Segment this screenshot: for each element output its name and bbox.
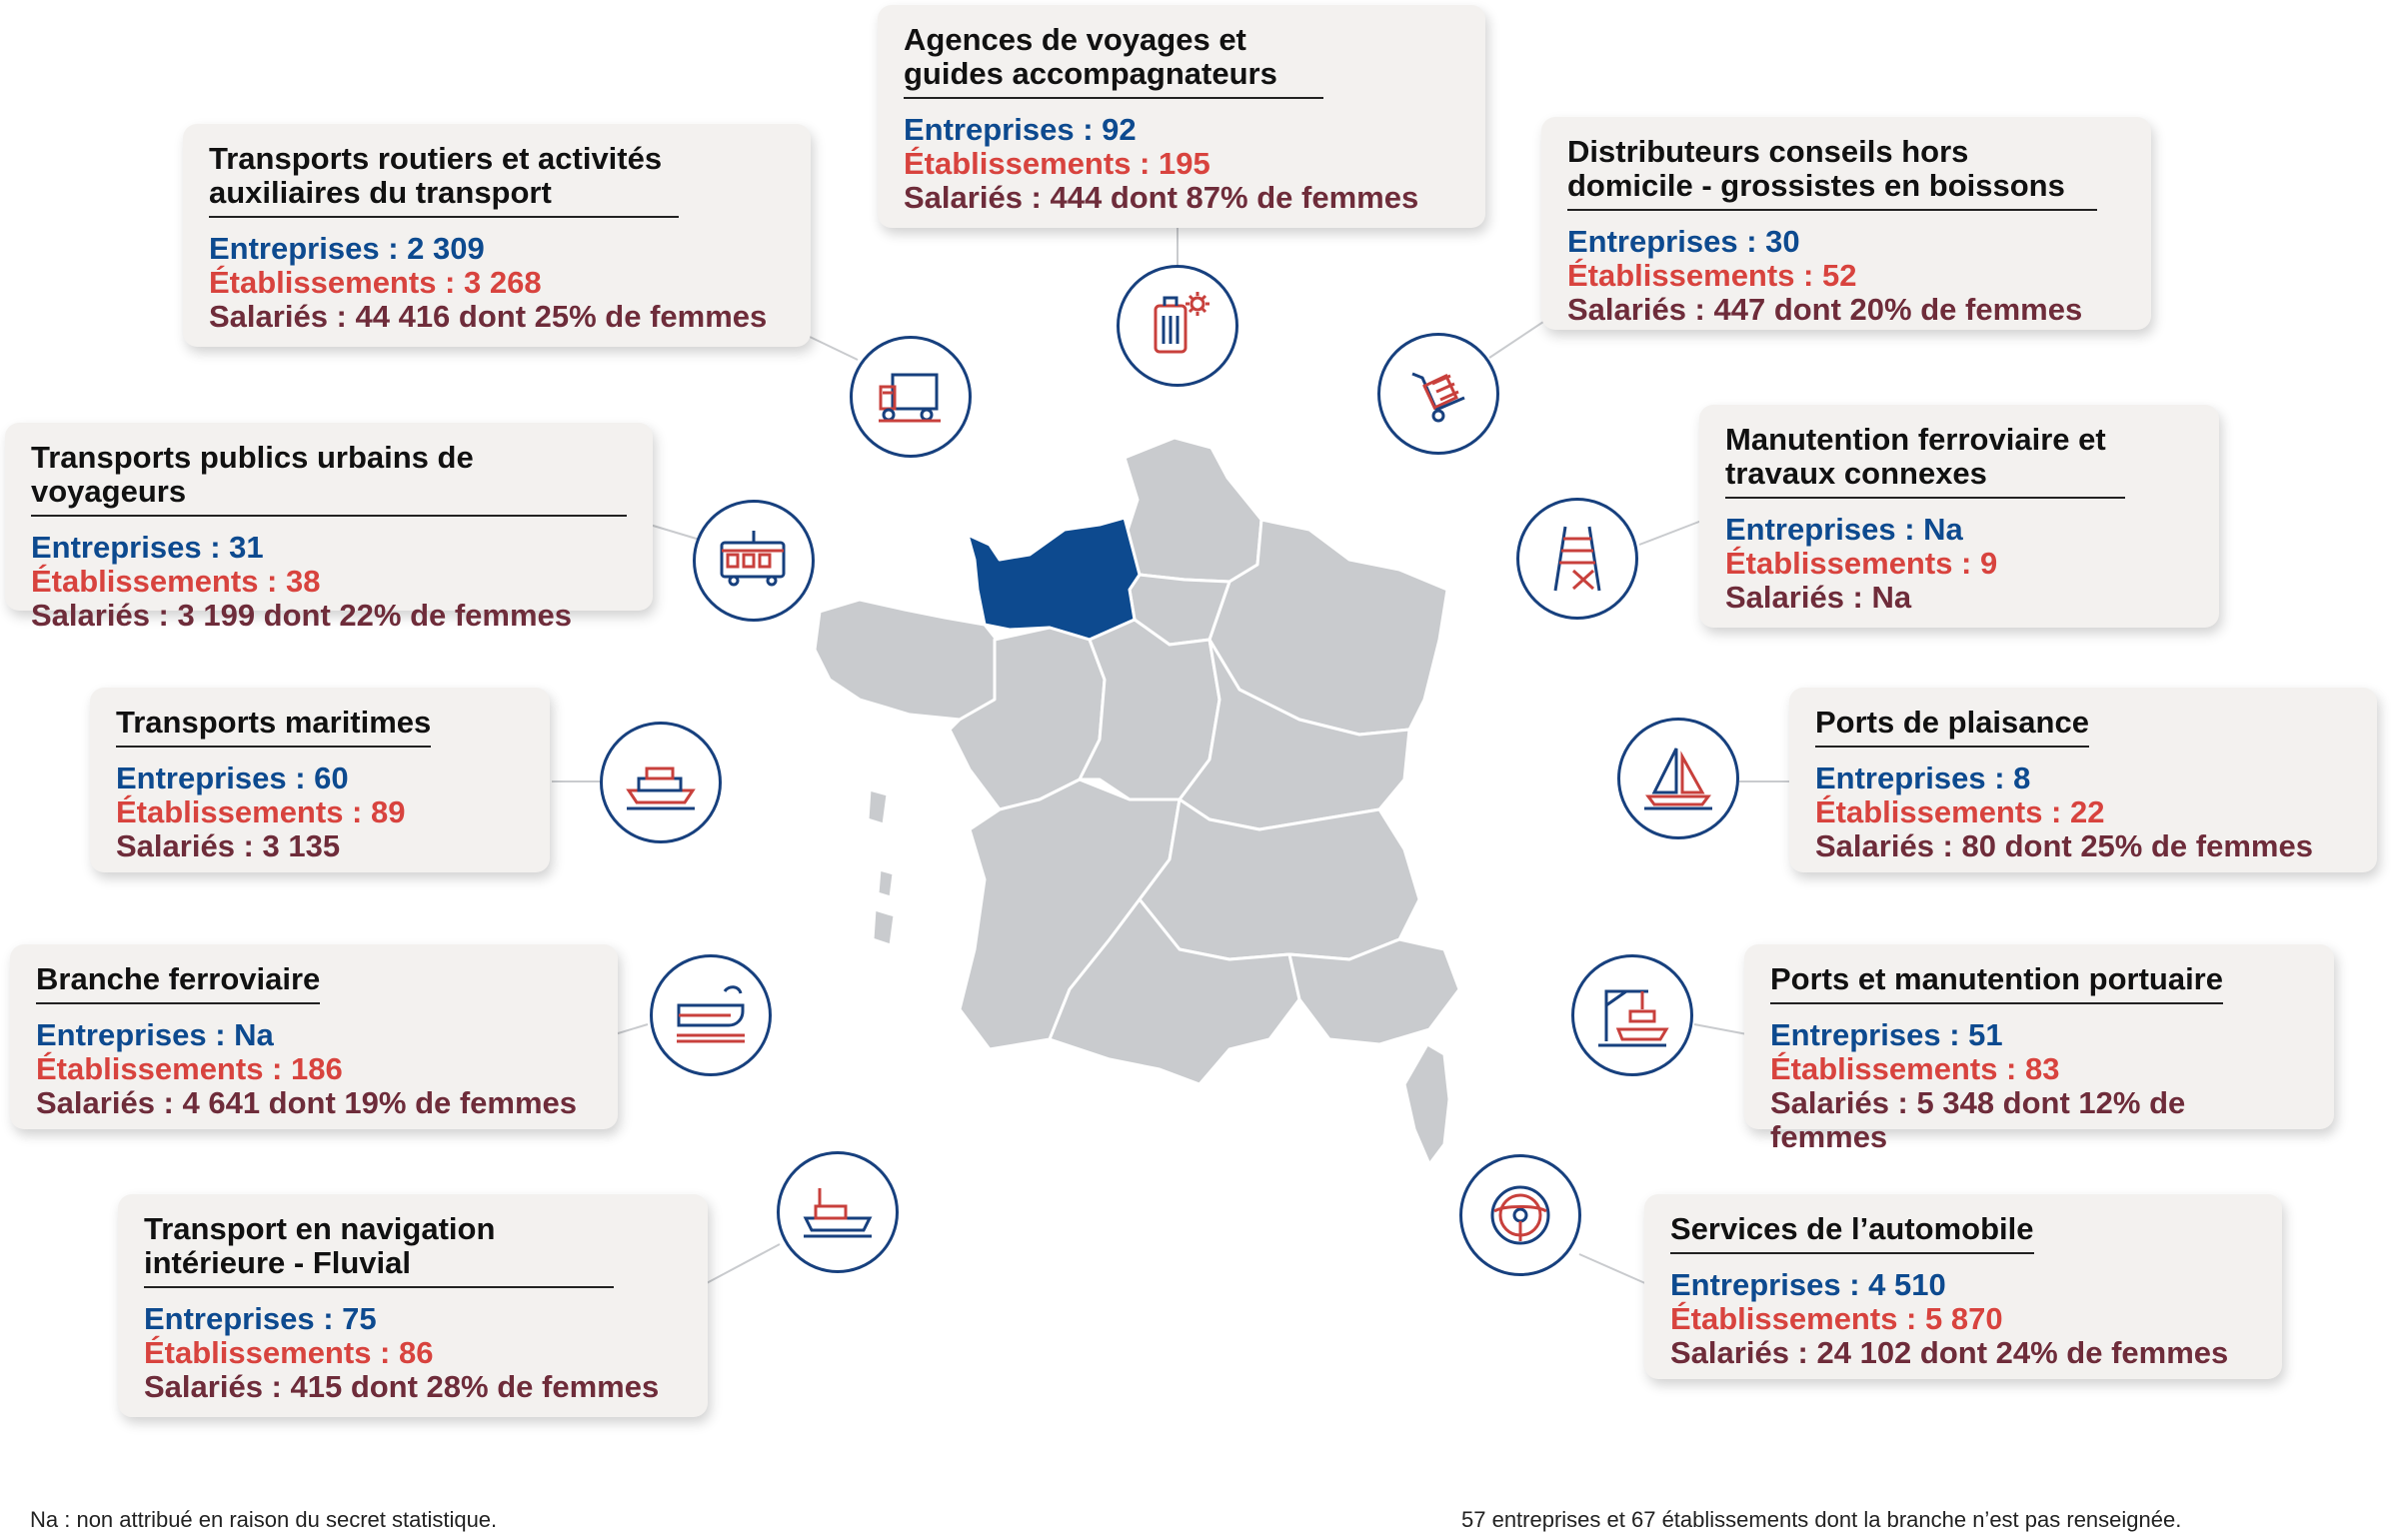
etablissements-count: Établissements : 89 — [116, 794, 406, 829]
entreprises-count: Entreprises : 8 — [1815, 761, 2031, 795]
suitcase-icon — [1117, 265, 1238, 387]
sailboat-icon — [1617, 718, 1739, 839]
entreprises-count: Entreprises : 30 — [1567, 224, 1800, 259]
region-paca — [1289, 939, 1459, 1044]
region-bretagne — [815, 600, 1005, 720]
steering-wheel-icon — [1459, 1154, 1581, 1276]
hand-truck-icon — [1377, 333, 1499, 455]
truck-icon — [850, 336, 972, 458]
sector-card-agences-voyages — [878, 5, 1485, 228]
salaries-count: Salariés : 3 199 dont 22% de femmes — [31, 598, 573, 633]
entreprises-count: Entreprises : 4 510 — [1670, 1267, 1946, 1302]
etablissements-count: Établissements : 186 — [36, 1051, 343, 1086]
sector-card-distributeurs-conseils — [1541, 117, 2151, 330]
entreprises-count: Entreprises : 75 — [144, 1301, 377, 1336]
entreprises-count: Entreprises : 2 309 — [209, 231, 485, 266]
train-icon — [650, 954, 772, 1076]
sector-card-transports-routiers — [183, 124, 811, 347]
sector-card-transports-publics-urbains — [5, 423, 653, 633]
sector-title: Transports maritimes — [116, 706, 431, 748]
salaries-count: Salariés : 44 416 dont 25% de femmes — [209, 299, 768, 334]
sector-title: Branche ferroviaire — [36, 962, 320, 1004]
sector-card-services-automobile — [1644, 1194, 2282, 1379]
etablissements-count: Établissements : 86 — [144, 1335, 434, 1370]
barge-icon — [777, 1151, 899, 1273]
sector-title: Manutention ferroviaire et travaux connexes — [1725, 423, 2125, 499]
sector-title: Distributeurs conseils hors domicile - grossistes en boissons — [1567, 135, 2097, 211]
sector-card-navigation-interieure — [118, 1194, 708, 1417]
sector-card-ports-manutention-portuaire — [1744, 944, 2334, 1154]
tram-icon — [693, 500, 815, 622]
etablissements-count: Établissements : 195 — [904, 146, 1210, 181]
etablissements-count: Établissements : 5 870 — [1670, 1301, 2003, 1336]
entreprises-count: Entreprises : Na — [1725, 512, 1963, 547]
sector-title: Ports et manutention portuaire — [1770, 962, 2223, 1004]
entreprises-count: Entreprises : 60 — [116, 761, 349, 795]
etablissements-count: Établissements : 52 — [1567, 258, 1857, 293]
entreprises-count: Entreprises : Na — [36, 1017, 274, 1052]
footnote-na: Na : non attribué en raison du secret statistique. — [30, 1507, 498, 1532]
entreprises-count: Entreprises : 31 — [31, 530, 264, 565]
region-hauts-de-france — [1125, 438, 1261, 582]
etablissements-count: Établissements : 83 — [1770, 1051, 2060, 1086]
salaries-count: Salariés : 415 dont 28% de femmes — [144, 1369, 660, 1404]
etablissements-count: Établissements : 22 — [1815, 794, 2105, 829]
salaries-count: Salariés : 5 348 dont 12% de femmes — [1770, 1085, 2186, 1154]
entreprises-count: Entreprises : 92 — [904, 112, 1137, 147]
salaries-count: Salariés : 444 dont 87% de femmes — [904, 180, 1419, 215]
sector-title: Ports de plaisance — [1815, 706, 2089, 748]
sector-card-transports-maritimes — [90, 688, 550, 872]
sector-title: Services de l’automobile — [1670, 1212, 2034, 1254]
salaries-count: Salariés : 4 641 dont 19% de femmes — [36, 1085, 578, 1120]
sector-title: Transport en navigation intérieure - Fluvial — [144, 1212, 614, 1288]
sector-title: Agences de voyages et guides accompagnateurs — [904, 23, 1323, 99]
region-normandie — [968, 518, 1140, 640]
sector-title: Transports publics urbains de voyageurs — [31, 441, 627, 517]
etablissements-count: Établissements : 9 — [1725, 546, 1998, 581]
salaries-count: Salariés : 447 dont 20% de femmes — [1567, 292, 2083, 327]
salaries-count: Salariés : 3 135 — [116, 828, 341, 863]
rail-tools-icon — [1516, 498, 1638, 620]
sector-title: Transports routiers et activités auxiliaires du transport — [209, 142, 679, 218]
footnote-unassigned: 57 entreprises et 67 établissements dont la branche n’est pas renseignée. — [1461, 1507, 2182, 1532]
sector-card-manutention-ferroviaire — [1699, 405, 2219, 628]
salaries-count: Salariés : Na — [1725, 580, 1912, 615]
etablissements-count: Établissements : 38 — [31, 564, 321, 599]
sector-card-ports-plaisance — [1789, 688, 2377, 872]
sector-card-branche-ferroviaire — [10, 944, 618, 1129]
entreprises-count: Entreprises : 51 — [1770, 1017, 2003, 1052]
port-crane-icon — [1571, 954, 1693, 1076]
salaries-count: Salariés : 24 102 dont 24% de femmes — [1670, 1335, 2229, 1370]
salaries-count: Salariés : 80 dont 25% de femmes — [1815, 828, 2313, 863]
cruise-ship-icon — [600, 722, 722, 843]
etablissements-count: Établissements : 3 268 — [209, 265, 542, 300]
region-corse — [1404, 1044, 1449, 1164]
